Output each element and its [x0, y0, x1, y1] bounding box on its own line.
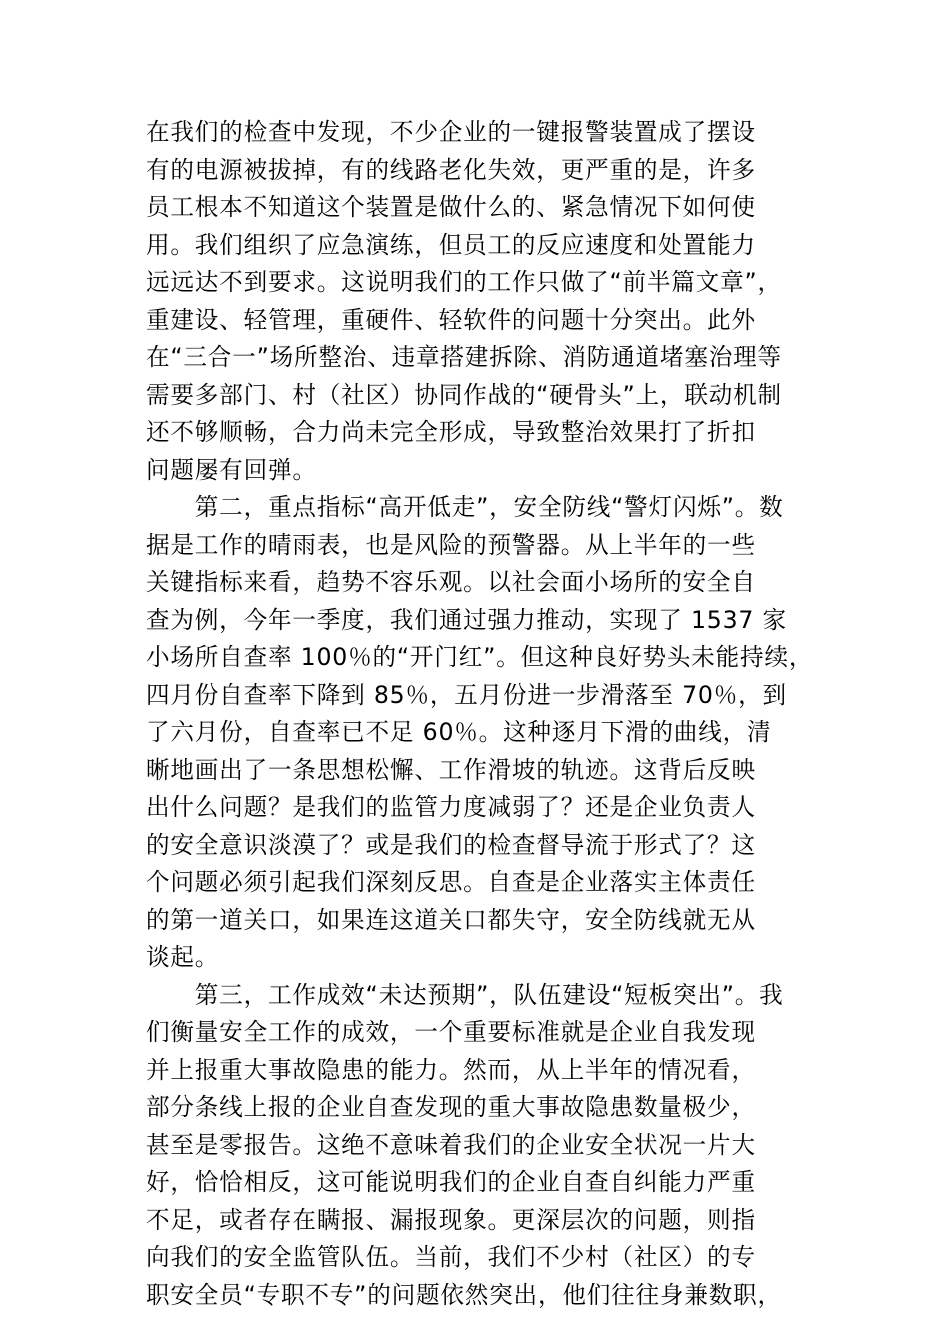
text-line: 部分条线上报的企业自查发现的重大事故隐患数量极少，: [146, 1093, 756, 1121]
text-line: 职安全员“专职不专”的问题依然突出，他们往往身兼数职，: [146, 1280, 782, 1309]
text-line: 关键指标来看，趋势不容乐观。以社会面小场所的安全自: [146, 568, 756, 596]
text-line: 好，恰恰相反，这可能说明我们的企业自查自纠能力严重: [146, 1168, 756, 1196]
text-line: 还不够顺畅，合力尚未完全形成，导致整治效果打了折扣: [146, 418, 756, 446]
text-line: 晰地画出了一条思想松懈、工作滑坡的轨迹。这背后反映: [146, 755, 756, 784]
text-line: 向我们的安全监管队伍。当前，我们不少村（社区）的专: [146, 1243, 756, 1271]
text-line: 的第一道关口，如果连这道关口都失守，安全防线就无从: [146, 905, 756, 934]
text-line: 据是工作的晴雨表，也是风险的预警器。从上半年的一些: [146, 530, 756, 559]
paragraph-heading-line: 第二，重点指标“高开低走”，安全防线“警灯闪烁”。数: [146, 493, 784, 521]
text-line: 查为例，今年一季度，我们通过强力推动，实现了 1537 家: [146, 605, 787, 634]
text-line: 重建设、轻管理，重硬件、轻软件的问题十分突出。此外: [146, 305, 756, 334]
text-line: 出什么问题？是我们的监管力度减弱了？还是企业负责人: [146, 793, 756, 821]
text-line: 小场所自查率 100％的“开门红”。但这种良好势头未能持续，: [146, 643, 814, 671]
text-line: 问题屡有回弹。: [146, 455, 317, 484]
text-line: 在“三合一”场所整治、违章搭建拆除、消防通道堵塞治理等: [146, 343, 782, 371]
text-line: 了六月份，自查率已不足 60％。这种逐月下滑的曲线，清: [146, 718, 772, 746]
paragraph-heading-line: 第三，工作成效“未达预期”，队伍建设“短板突出”。我: [146, 980, 784, 1009]
text-line: 在我们的检查中发现，不少企业的一键报警装置成了摆设: [146, 118, 756, 146]
text-line: 员工根本不知道这个装置是做什么的、紧急情况下如何使: [146, 193, 756, 221]
text-line: 谈起。: [146, 943, 220, 971]
text-line: 并上报重大事故隐患的能力。然而，从上半年的情况看，: [146, 1055, 756, 1084]
text-line: 需要多部门、村（社区）协同作战的“硬骨头”上，联动机制: [146, 380, 782, 409]
text-line: 用。我们组织了应急演练，但员工的反应速度和处置能力: [146, 230, 756, 259]
text-line: 远远达不到要求。这说明我们的工作只做了“前半篇文章”，: [146, 268, 782, 296]
body-text: [146, 114, 836, 1314]
text-line: 们衡量安全工作的成效，一个重要标准就是企业自我发现: [146, 1018, 756, 1046]
text-line: 个问题必须引起我们深刻反思。自查是企业落实主体责任: [146, 868, 756, 896]
text-line: 不足，或者存在瞒报、漏报现象。更深层次的问题，则指: [146, 1205, 756, 1234]
text-line: 有的电源被拔掉，有的线路老化失效，更严重的是，许多: [146, 155, 756, 184]
text-line: 四月份自查率下降到 85％，五月份进一步滑落至 70％，到: [146, 680, 787, 709]
text-line: 的安全意识淡漠了？或是我们的检查督导流于形式了？这: [146, 830, 756, 859]
text-line: 甚至是零报告。这绝不意味着我们的企业安全状况一片大: [146, 1130, 756, 1159]
